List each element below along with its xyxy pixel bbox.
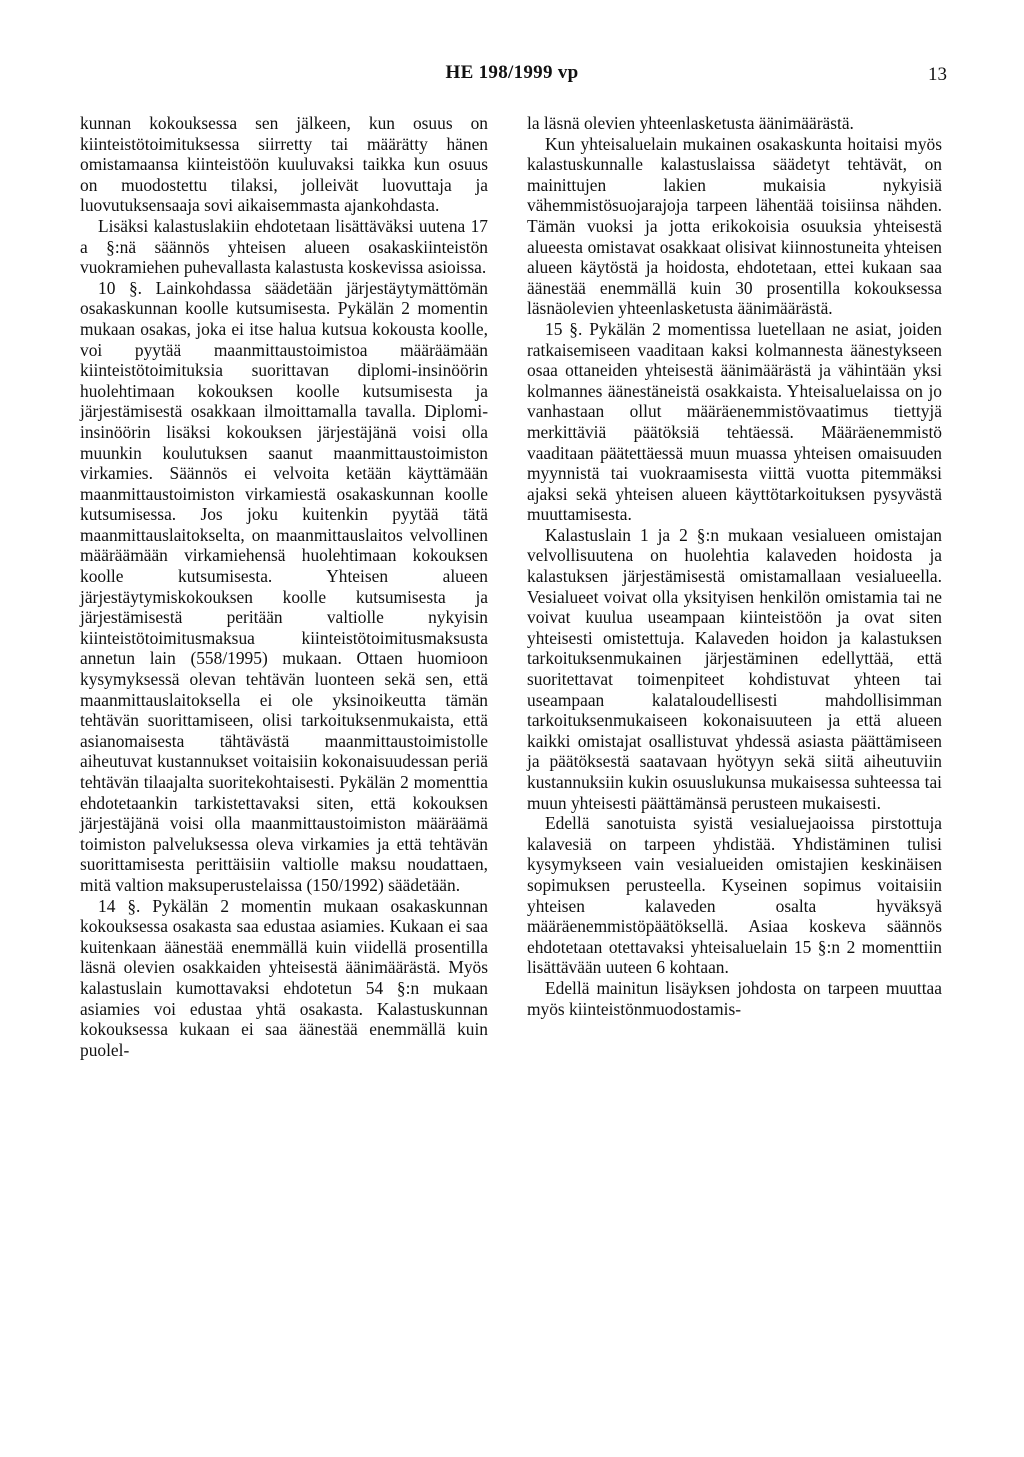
- page-header: [0, 62, 1024, 92]
- paragraph: 14 §. Pykälän 2 momentin mukaan osakaskunnan kokouksessa osakasta saa edustaa asiamies. Kukaan ei saa kuitenkaan äänestää enemmällä kuin viidellä prosentilla läsnä olevien osakkaiden yhteisestä äänimäärästä. Myös kalastuslain kumottavaksi ehdotetun 54 §:n mukaan asiamies voi edustaa yhtä osakasta. Kalastuskunnan kokouksessa kukaan ei saa äänestää enemmällä kuin puolel-: [80, 895, 488, 1060]
- paragraph: kunnan kokouksessa sen jälkeen, kun osuus on kiinteistötoimituksessa siirretty tai määrätty hänen omistamaansa kiinteistöön kuuluvaksi taikka kun osuus on muodostettu tilaksi, jolleivät luovuttaja ja luovutuksensaaja sovi aikaisemmasta ajankohdasta.: [80, 113, 488, 216]
- paragraph: 15 §. Pykälän 2 momentissa luetellaan ne asiat, joiden ratkaisemiseen vaaditaan kaksi kolmannesta äänestykseen osaa ottaneiden yhteisestä äänimäärästä ja vähintään yksi kolmannes äänestäneistä osakkaista. Yhteisaluelaissa on jo vanhastaan ollut määräenemmistövaatimus tiettyjä merkittäviä päätöksiä tehtäessä. Määräenemmistö vaaditaan päätettäessä muun muassa yhteisen omaisuuden myynnistä tai vuokraamisesta viittä vuotta pitemmäksi ajaksi sekä yhteisen alueen käyttötarkoituksen pysyvästä muuttamisesta.: [527, 318, 942, 525]
- page-number: 13: [928, 64, 947, 85]
- document-id: HE 198/1999 vp: [445, 62, 579, 83]
- paragraph: 10 §. Lainkohdassa säädetään järjestäytymättömän osakaskunnan koolle kutsumisesta. Pykälän 2 momentin mukaan osakas, joka ei itse halua kutsua kokousta koolle, voi pyytää maanmittaustoimistoa määräämään kiinteistötoimituksia suorittavan diplomi-insinöörin huolehtimaan kokouksen koolle kutsumisesta ja järjestämisestä osakkaan ilmoittamalla tavalla. Diplomi-insinöörin lisäksi kokouksen järjestäjänä voisi olla muunkin koulutuksen saanut maanmittaustoimiston virkamies. Säännös ei velvoita ketään käyttämään maanmittaustoimiston virkamiestä osakaskunnan koolle kutsumisessa. Jos joku kuitenkin pyytää tätä maanmittauslaitokselta, on maanmittauslaitos velvollinen määräämään virkamiehensä huolehtimaan kokouksen koolle kutsumisesta. Yhteisen alueen järjestäytymiskokouksen koolle kutsumisesta ja järjestämisestä peritään valtiolle nykyisin kiinteistötoimitusmaksua kiinteistötoimitusmaksusta annetun lain (558/1995) mukaan. Ottaen huomioon kysymyksessä olevan tehtävän luonteen sekä sen, että maanmittauslaitoksella ei ole yksinoikeutta tämän tehtävän suorittamiseen, olisi tarkoituksenmukaista, että asianomaisesta tähtävästä maanmittaustoimistolle aiheutuvat kustannukset voitaisiin kokonaisuudessan periä tehtävän tilaajalta suoritekohtaisesti. Pykälän 2 momenttia ehdotetaankin tarkistettavaksi siten, että kokouksen järjestäjänä voisi olla maanmittaustoimiston määräämä toimiston palveluksessa oleva virkamies ja että tehtävän suorittamisesta perittäisiin valtiolle maksu noudattaen, mitä valtion maksuperustelaissa (150/1992) säädetään.: [80, 277, 488, 895]
- left-column: [80, 113, 488, 1060]
- paragraph: Kalastuslain 1 ja 2 §:n mukaan vesialueen omistajan velvollisuutena on huolehtia kalaveden hoidosta ja kalastuksen järjestämisestä omistamallaan vesialueella. Vesialueet voivat olla yksityisen henkilön omistamia tai ne voivat kuulua useampaan kiinteistöön ja ovat siten yhteisesti omistettuja. Kalaveden hoidon ja kalastuksen tarkoituksenmukainen järjestäminen edellyttää, että suoritettavat toimenpiteet kohdistuvat yhteen tai useampaan kalataloudellisesti mahdollisimman tarkoituksenmukaiseen kokonaisuuteen ja että alueen kaikki omistajat osallistuvat yhdessä asiasta päättämiseen ja päätöksestä saatavaan hyötyyn sekä siitä aiheutuviin kustannuksiin kukin osuuslukunsa mukaisessa suhteessa tai muun yhteisesti päättämänsä perusteen mukaisesti.: [527, 524, 942, 813]
- paragraph: la läsnä olevien yhteenlasketusta äänimäärästä.: [527, 113, 854, 133]
- right-column: [527, 113, 942, 1019]
- paragraph: Kun yhteisaluelain mukainen osakaskunta hoitaisi myös kalastuskunnalle kalastuslaissa säädetyt tehtävät, on mainittujen lakien mukaisia nykyisiä vähemmistösuojarajoja tarpeen lähentää toisiinsa nähden. Tämän vuoksi ja jotta erikokoisia osuuksia yhteisestä alueesta omistavat osakkaat olisivat kiinnostuneita yhteisen alueen käytöstä ja hoidosta, ehdotetaan, ettei kukaan saa äänestää enemmällä kuin 30 prosentilla kokouksessa läsnäolevien yhteenlasketusta äänimäärästä.: [527, 133, 942, 319]
- paragraph: Edellä mainitun lisäyksen johdosta on tarpeen muuttaa myös kiinteistönmuodostamis-: [527, 977, 942, 1019]
- paragraph: Lisäksi kalastuslakiin ehdotetaan lisättäväksi uutena 17 a §:nä säännös yhteisen alueen osakaskiinteistön vuokramiehen puhevallasta kalastusta koskevissa asioissa.: [80, 215, 488, 278]
- paragraph: Edellä sanotuista syistä vesialuejaoissa pirstottuja kalavesiä on tarpeen yhdistää. Yhdistäminen tulisi kysymykseen vain vesialueiden omistajien keskinäisen sopimuksen perusteella. Kyseinen sopimus voitaisiin yhteisen kalaveden osalta hyväksyä määräenemmistöpäätöksellä. Asiaa koskeva säännös ehdotetaan otettavaksi yhteisaluelain 15 §:n 2 momenttiin lisättävään uuteen 6 kohtaan.: [527, 813, 942, 978]
